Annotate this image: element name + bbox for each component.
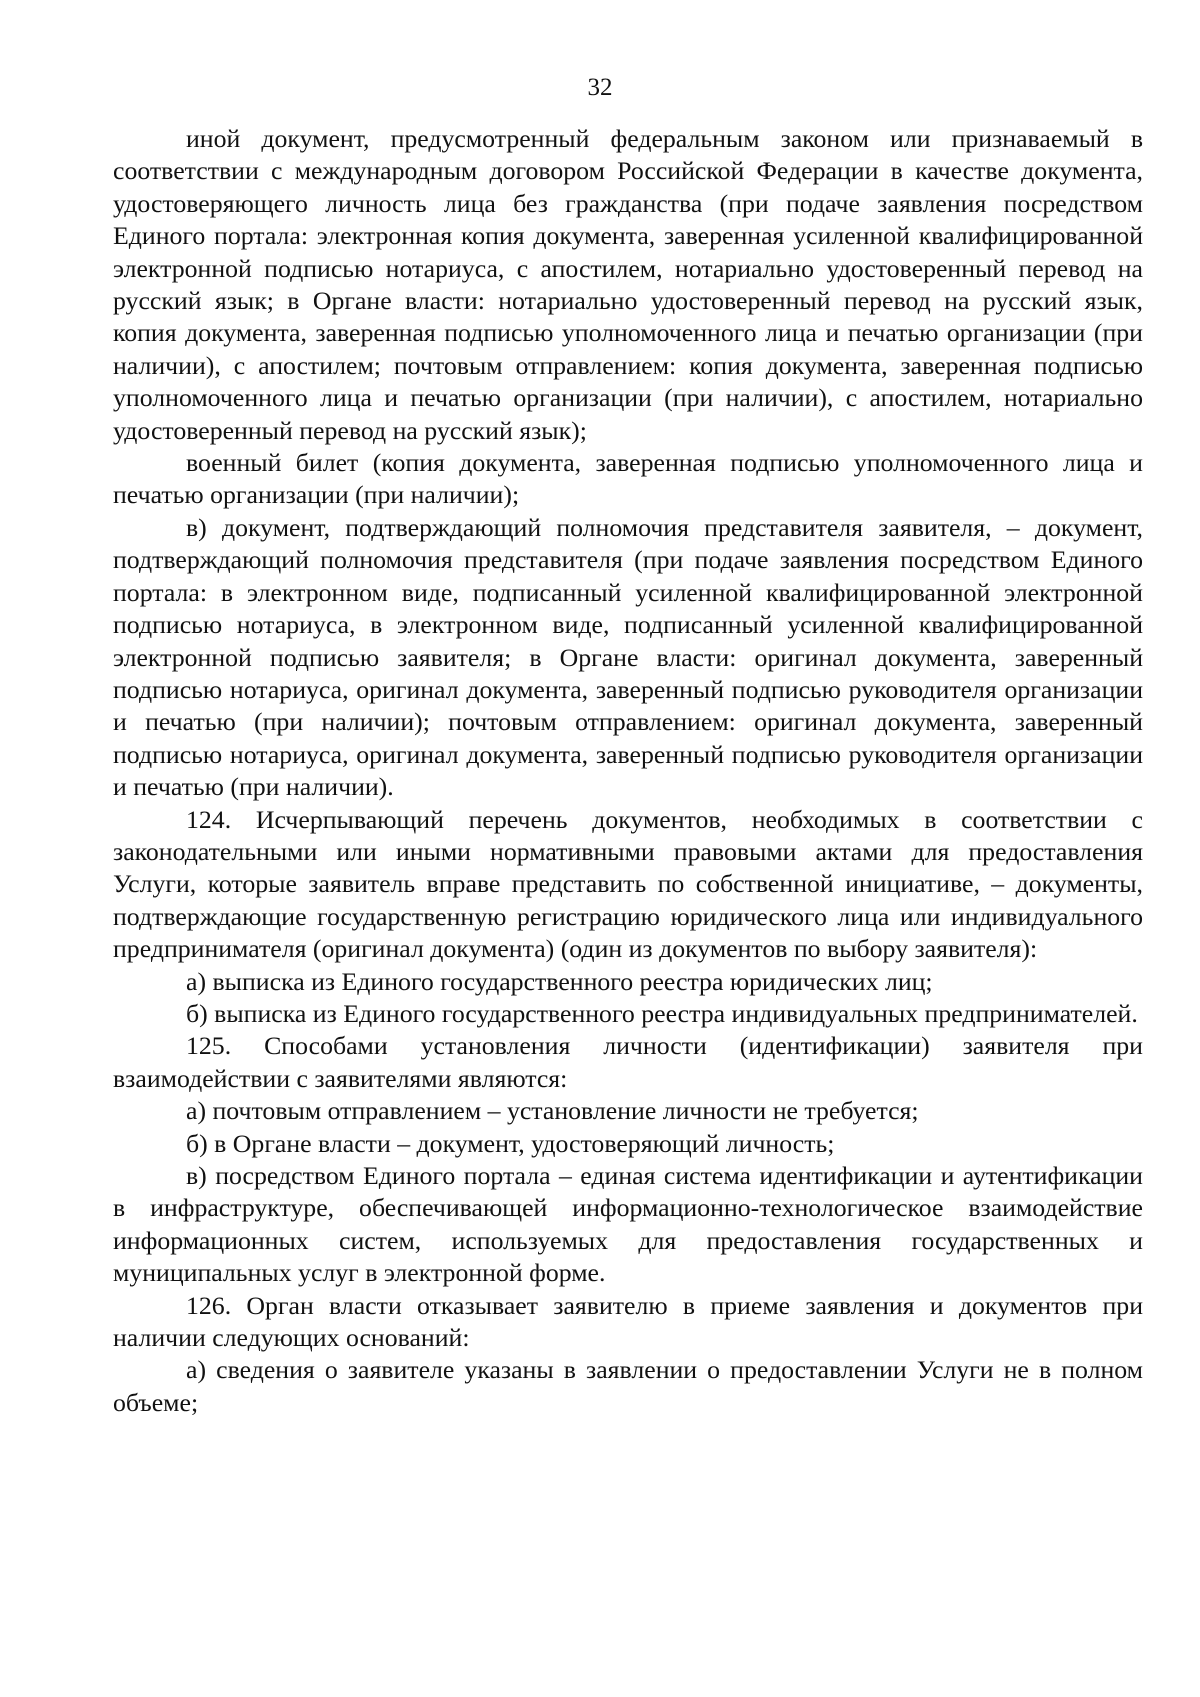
- paragraph-representative-authority: в) документ, подтверждающий полномочия представителя заявителя, – документ, подтверждающий полномочия представителя (при подаче заявления посредством Единого портала: в электронном виде, подписанный усиленной квалифицированной электронной подписью нотариуса, в электронном виде, подписанный усиленной квалифицированной электронной подписью заявителя; в Органе власти: оригинал документа, заверенный подписью нотариуса, оригинал документа, заверенный подписью руководителя организации и печатью (при наличии); почтовым отправлением: оригинал документа, заверенный подписью нотариуса, оригинал документа, заверенный подписью руководителя организации и печатью (при наличии).: [113, 512, 1143, 802]
- paragraph-clause-126: 126. Орган власти отказывает заявителю в приеме заявления и документов при наличии следующих оснований:: [113, 1290, 1143, 1353]
- paragraph-clause-124-a: а) выписка из Единого государственного реестра юридических лиц;: [186, 966, 933, 996]
- paragraph-clause-125-a: а) почтовым отправлением – установление личности не требуется;: [186, 1096, 919, 1126]
- paragraph-clause-125-v: в) посредством Единого портала – единая система идентификации и аутентификации в инфраструктуре, обеспечивающей информационно-технологическое взаимодействие информационных систем, используемых для предоставления государственных и муниципальных услуг в электронной форме.: [113, 1161, 1143, 1288]
- page-number: 32: [587, 74, 613, 101]
- document-body: [113, 123, 1143, 1419]
- paragraph-clause-126-a: а) сведения о заявителе указаны в заявлении о предоставлении Услуги не в полном объеме;: [113, 1355, 1143, 1417]
- paragraph-military-id: военный билет (копия документа, заверенная подписью уполномоченного лица и печатью организации (при наличии);: [113, 448, 1143, 510]
- paragraph-clause-125-b: б) в Органе власти – документ, удостоверяющий личность;: [186, 1128, 835, 1158]
- paragraph-clause-124: 124. Исчерпывающий перечень документов, необходимых в соответствии с законодательными или иными нормативными правовыми актами для предоставления Услуги, которые заявитель вправе представить по собственной инициативе, – документы, подтверждающие государственную регистрацию юридического лица или индивидуального предпринимателя (оригинал документа) (один из документов по выбору заявителя):: [113, 804, 1143, 964]
- paragraph-clause-125: 125. Способами установления личности (идентификации) заявителя при взаимодействии с заявителями являются:: [113, 1031, 1143, 1093]
- paragraph-other-document: иной документ, предусмотренный федеральным законом или признаваемый в соответствии с международным договором Российской Федерации в качестве документа, удостоверяющего личность лица без гражданства (при подаче заявления посредством Единого портала: электронная копия документа, заверенная усиленной квалифицированной электронной подписью нотариуса, с апостилем, нотариально удостоверенный перевод на русский язык; в Органе власти: нотариально удостоверенный перевод на русский язык, копия документа, заверенная подписью уполномоченного лица и печатью организации (при наличии), с апостилем; почтовым отправлением: копия документа, заверенная подписью уполномоченного лица и печатью организации (при наличии), с апостилем, нотариально удостоверенный перевод на русский язык);: [113, 124, 1143, 445]
- paragraph-clause-124-b: б) выписка из Единого государственного реестра индивидуальных предпринимателей.: [186, 998, 1138, 1028]
